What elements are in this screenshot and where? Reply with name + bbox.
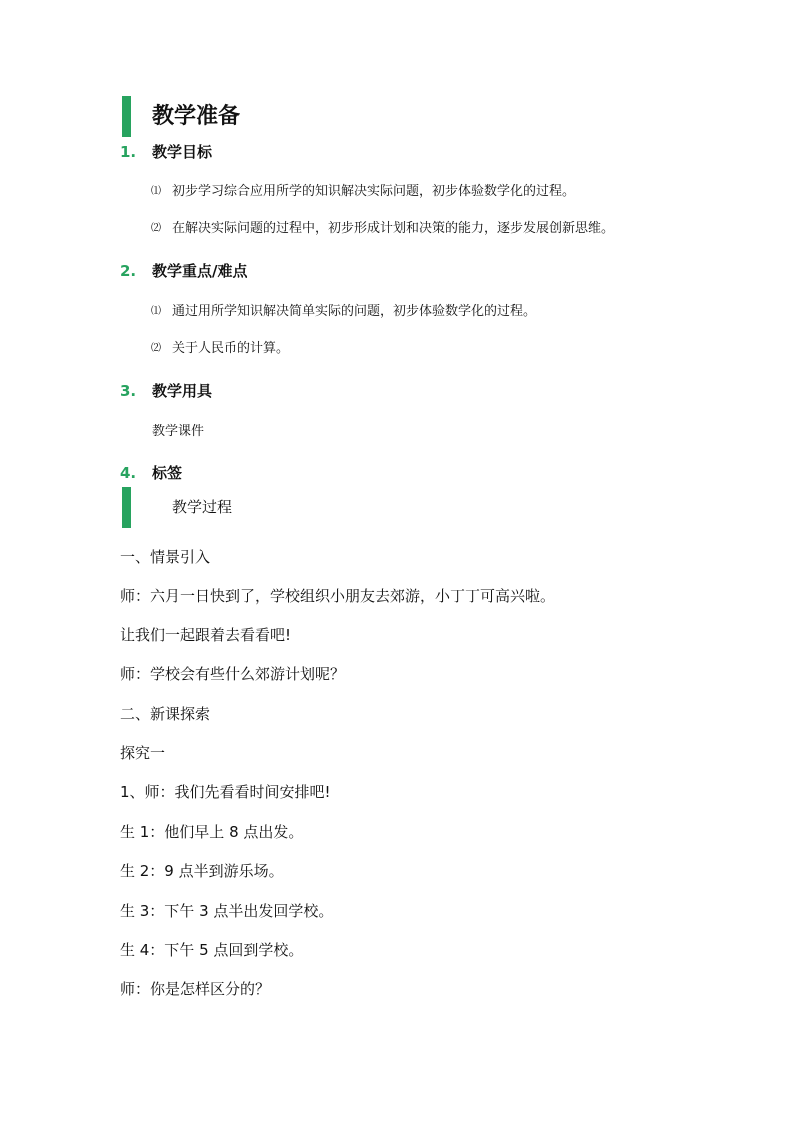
process-heading: 教学过程 [172,498,233,516]
objective-item: 在解决实际问题的过程中，初步形成计划和决策的能力，逐步发展创新思维。 [172,221,615,236]
tools-text: 教学课件 [152,424,205,439]
section-number: 2. [120,262,137,280]
paragraph: 让我们一起跟着去看看吧! [120,626,292,644]
prep-heading: 教学准备 [152,104,241,129]
section-accent-bar [122,487,131,528]
paragraph: 1、师：我们先看看时间安排吧! [120,783,331,801]
paragraph: 探究一 [120,744,166,762]
paragraph: 生 4：下午 5 点回到学校。 [120,941,304,959]
key-point-item: 关于人民币的计算。 [172,341,290,356]
section-title-tags: 标签 [152,464,183,482]
paragraph: 二、新课探索 [120,705,211,723]
item-number: ⑵ [151,223,161,234]
item-number: ⑴ [151,306,161,317]
section-number: 4. [120,464,137,482]
paragraph: 师：你是怎样区分的？ [120,980,271,998]
section-number: 3. [120,382,137,400]
key-point-item: 通过用所学知识解决简单实际的问题，初步体验数学化的过程。 [172,304,537,319]
paragraph: 师：六月一日快到了，学校组织小朋友去郊游，小丁丁可高兴啦。 [120,587,556,605]
item-number: ⑴ [151,186,161,197]
paragraph: 生 3：下午 3 点半出发回学校。 [120,902,334,920]
paragraph: 生 2：9 点半到游乐场。 [120,862,284,880]
section-title-key-points: 教学重点/难点 [152,262,248,280]
paragraph: 师：学校会有些什么郊游计划呢？ [120,665,346,683]
item-number: ⑵ [151,343,161,354]
objective-item: 初步学习综合应用所学的知识解决实际问题，初步体验数学化的过程。 [172,184,576,199]
section-title-objectives: 教学目标 [152,143,213,161]
section-title-tools: 教学用具 [152,382,213,400]
paragraph: 一、情景引入 [120,548,211,566]
section-number: 1. [120,143,137,161]
paragraph: 生 1：他们早上 8 点出发。 [120,823,304,841]
section-accent-bar [122,96,131,137]
